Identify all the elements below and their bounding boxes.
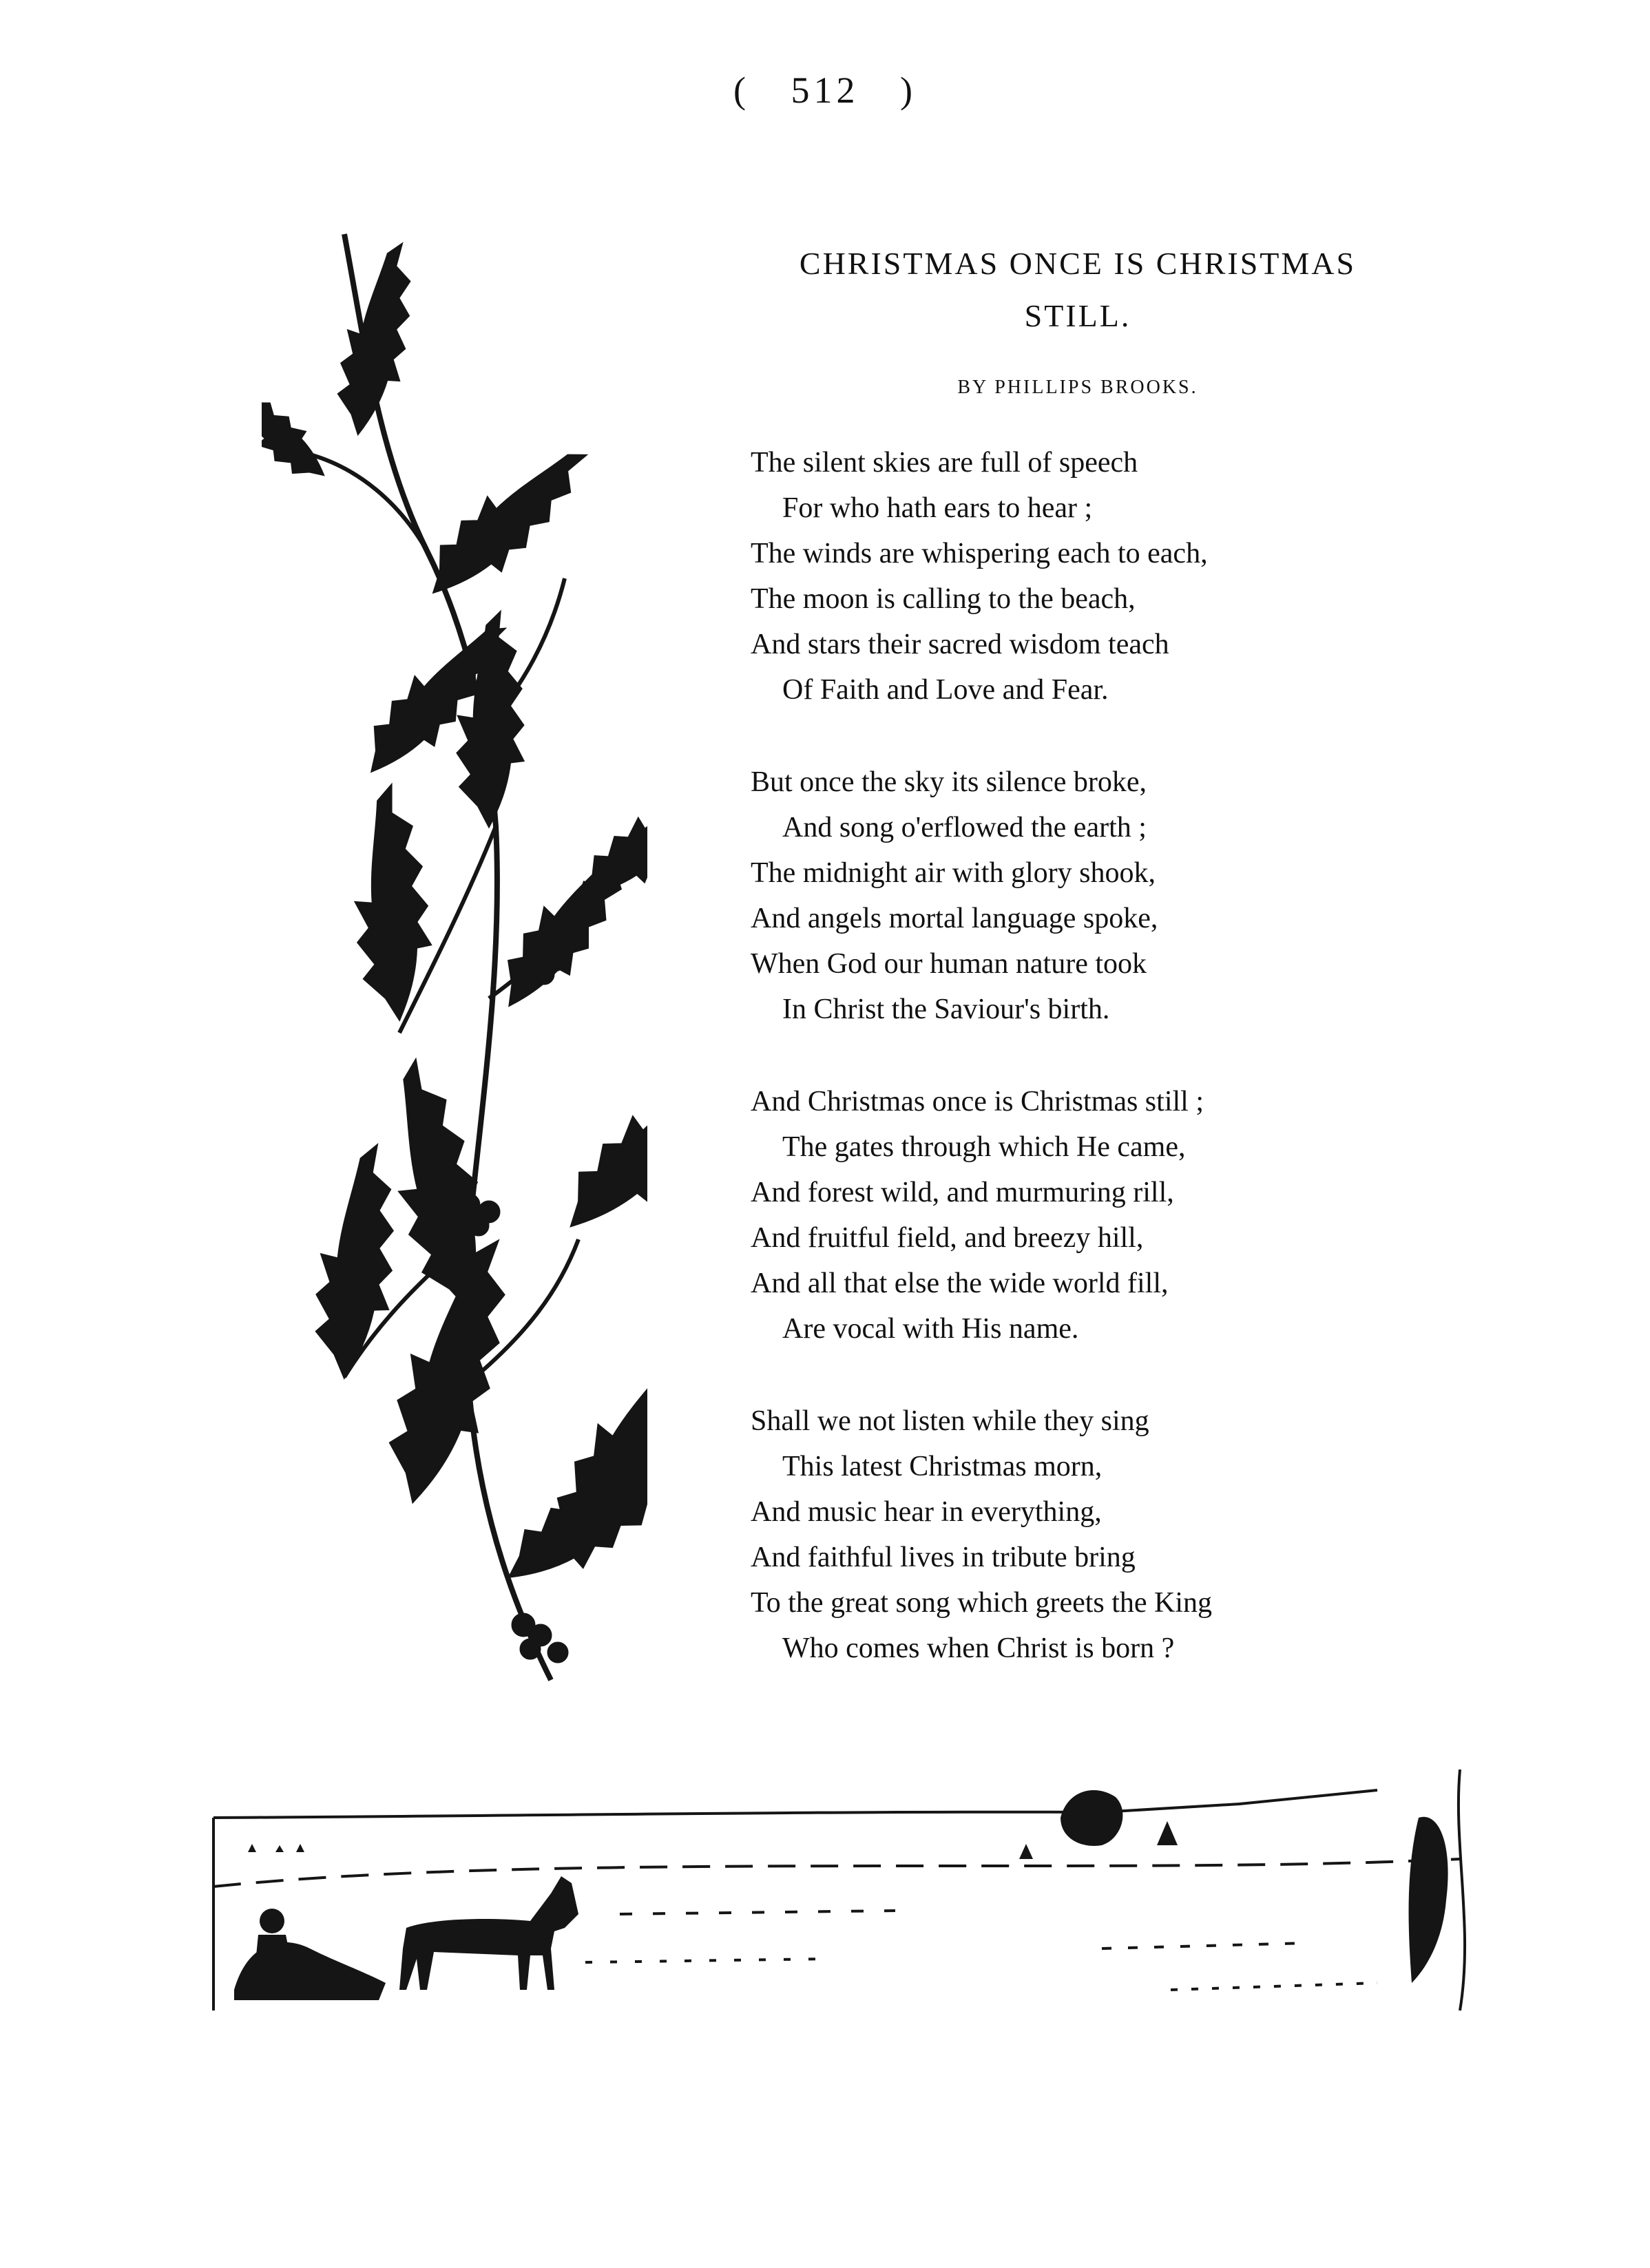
poem-line: The midnight air with glory shook, <box>751 857 1156 889</box>
holly-branch-illustration <box>262 207 647 1708</box>
poem-line: The gates through which He came, <box>782 1131 1186 1163</box>
poem-line: And music hear in everything, <box>751 1496 1102 1528</box>
poem-line: And Christmas once is Christmas still ; <box>751 1086 1204 1117</box>
poem-line: And all that else the wide world fill, <box>751 1268 1169 1299</box>
page-number: ( 512 ) <box>733 70 917 111</box>
poem-line: And forest wild, and murmuring rill, <box>751 1177 1174 1208</box>
poem-line: The winds are whispering each to each, <box>751 538 1208 569</box>
poem-line: And stars their sacred wisdom teach <box>751 629 1169 660</box>
poem-line: For who hath ears to hear ; <box>782 492 1093 524</box>
poem-line: Are vocal with His name. <box>782 1313 1079 1345</box>
poem-line: But once the sky its silence broke, <box>751 766 1147 798</box>
poem-body <box>751 440 1405 1671</box>
poem <box>751 238 1405 1718</box>
poem-line: To the great song which greets the King <box>751 1587 1213 1619</box>
poem-stanza <box>751 440 1405 713</box>
poem-line: Who comes when Christ is born ? <box>782 1632 1175 1664</box>
poem-line: And song o'erflowed the earth ; <box>782 812 1147 843</box>
poem-line: In Christ the Saviour's birth. <box>782 994 1110 1025</box>
poem-line: The moon is calling to the beach, <box>751 583 1136 615</box>
poem-byline: BY PHILLIPS BROOKS. <box>957 377 1198 398</box>
poem-line: When God our human nature took <box>751 948 1147 980</box>
poem-line: Shall we not listen while they sing <box>751 1405 1149 1437</box>
poem-stanza <box>751 759 1405 1032</box>
poem-line: And faithful lives in tribute bring <box>751 1542 1136 1573</box>
poem-stanza <box>751 1398 1405 1671</box>
poem-line: This latest Christmas morn, <box>782 1451 1103 1482</box>
poem-line: Of Faith and Love and Fear. <box>782 674 1109 706</box>
poem-title: CHRISTMAS ONCE IS CHRISTMAS STILL. <box>799 246 1357 333</box>
poem-stanza <box>751 1079 1405 1352</box>
poem-line: And fruitful field, and breezy hill, <box>751 1222 1144 1254</box>
winter-sleigh-scene-illustration <box>207 1763 1481 2024</box>
poem-line: And angels mortal language spoke, <box>751 903 1158 934</box>
poem-line: The silent skies are full of speech <box>751 447 1138 479</box>
